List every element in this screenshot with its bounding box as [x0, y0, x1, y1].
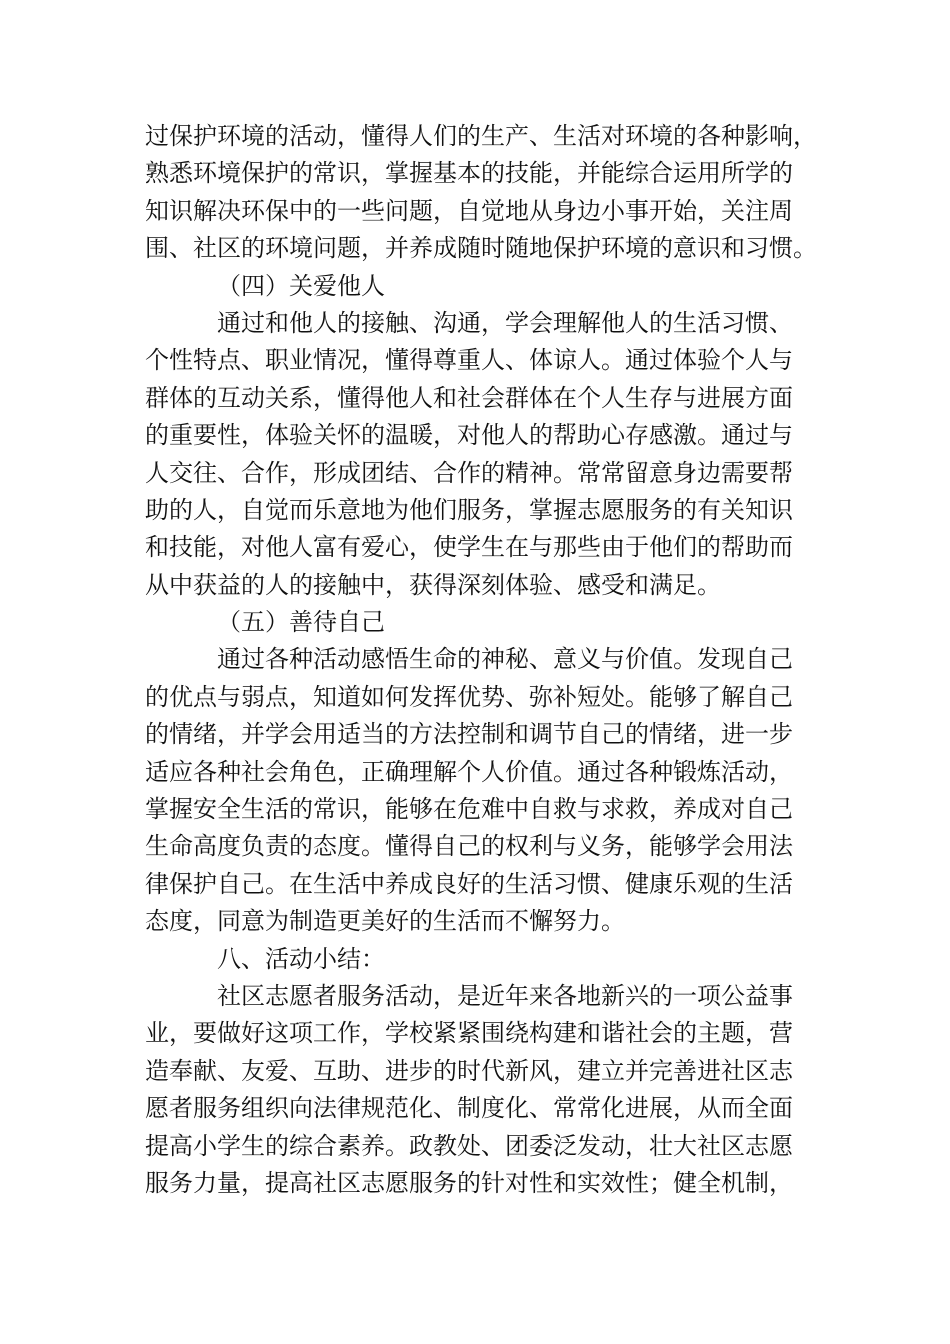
paragraph-line: 服务力量，提高社区志愿服务的针对性和实效性；健全机制，: [145, 1168, 793, 1197]
paragraph-line: 态度，同意为制造更美好的生活而不懈努力。: [145, 907, 625, 936]
paragraph-line: 从中获益的人的接触中，获得深刻体验、感受和满足。: [145, 570, 721, 599]
paragraph-line: 知识解决环保中的一些问题，自觉地从身边小事开始，关注周: [145, 196, 793, 225]
paragraph-line: 掌握安全生活的常识，能够在危难中自救与求救，养成对自己: [145, 795, 793, 824]
paragraph-line: 的情绪，并学会用适当的方法控制和调节自己的情绪，进一步: [145, 720, 793, 749]
paragraph-line-indented: 通过各种活动感悟生命的神秘、意义与价值。发现自己: [217, 645, 793, 674]
paragraph-line-indented: 八、活动小结：: [217, 944, 385, 973]
paragraph-line: 愿者服务组织向法律规范化、制度化、常常化进展，从而全面: [145, 1094, 793, 1123]
paragraph-line: 生命高度负责的态度。懂得自己的权利与义务，能够学会用法: [145, 832, 793, 861]
paragraph-line: 过保护环境的活动，懂得人们的生产、生活对环境的各种影响，: [145, 122, 817, 150]
paragraph-line: 人交往、合作，形成团结、合作的精神。常常留意身边需要帮: [145, 458, 793, 487]
paragraph-line-indented: 通过和他人的接触、沟通，学会理解他人的生活习惯、: [217, 308, 793, 337]
paragraph-line: 的优点与弱点，知道如何发挥优势、弥补短处。能够了解自己: [145, 682, 793, 711]
document-body: [145, 118, 817, 1202]
paragraph-line: 的重要性，体验关怀的温暖，对他人的帮助心存感激。通过与: [145, 421, 793, 450]
paragraph-line: 熟悉环境保护的常识，掌握基本的技能，并能综合运用所学的: [145, 159, 793, 188]
paragraph-line: 和技能，对他人富有爱心，使学生在与那些由于他们的帮助而: [145, 533, 793, 562]
paragraph-line-indented: 社区志愿者服务活动，是近年来各地新兴的一项公益事: [217, 981, 793, 1010]
paragraph-line: 业，要做好这项工作，学校紧紧围绕构建和谐社会的主题，营: [145, 1019, 793, 1048]
paragraph-line: 围、社区的环境问题，并养成随时随地保护环境的意识和习惯。: [145, 234, 817, 263]
paragraph-line: 群体的互动关系，懂得他人和社会群体在个人生存与进展方面: [145, 383, 793, 412]
paragraph-line: 适应各种社会角色，正确理解个人价值。通过各种锻炼活动，: [145, 757, 793, 786]
paragraph-line: 提高小学生的综合素养。政教处、团委泛发动，壮大社区志愿: [145, 1131, 793, 1160]
paragraph-line: 助的人，自觉而乐意地为他们服务，掌握志愿服务的有关知识: [145, 495, 793, 524]
paragraph-line: 个性特点、职业情况，懂得尊重人、体谅人。通过体验个人与: [145, 346, 793, 375]
paragraph-line: 造奉献、友爱、互助、进步的时代新风，建立并完善进社区志: [145, 1056, 793, 1085]
paragraph-line-indented: （四）关爱他人: [217, 271, 385, 300]
paragraph-line-indented: （五）善待自己: [217, 608, 385, 637]
paragraph-line: 律保护自己。在生活中养成良好的生活习惯、健康乐观的生活: [145, 869, 793, 898]
